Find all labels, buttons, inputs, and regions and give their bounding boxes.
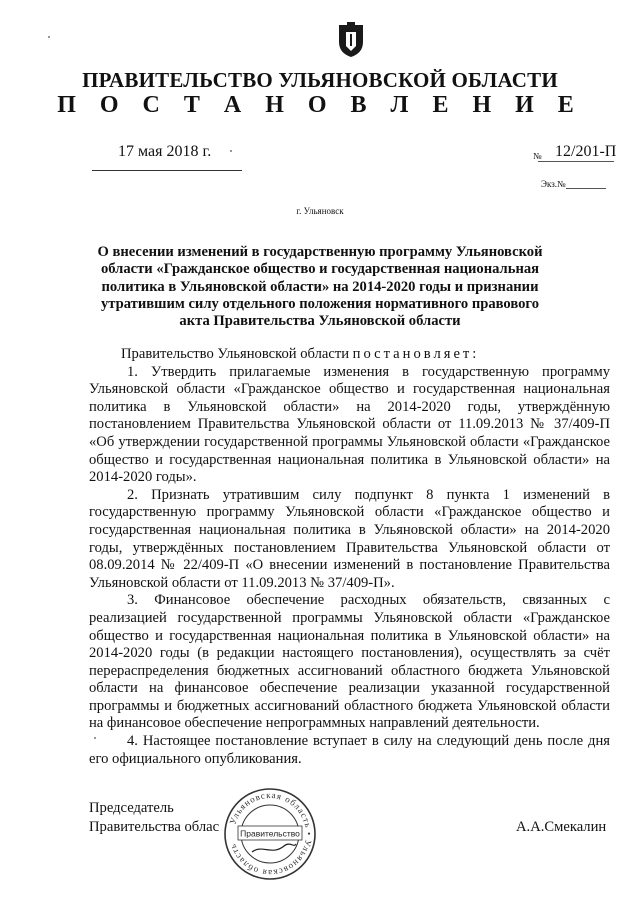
document-date: 17 мая 2018 г. <box>118 143 212 160</box>
paragraph-4: 4. Настоящее постановление вступает в силу на следующий день после дня его официального опубликования. <box>89 733 610 767</box>
paragraph-1: 1. Утвердить прилагаемые изменения в государственную программу Ульяновской области «Гражданское общество и государственная национальная политика в Ульяновской области» на 2014-2020 годы, утверждённую постановлением Правительства Ульяновской области от 11.09.2013 № 37/409-П «Об утверждении государственной программы Ульяновской области «Гражданское общество и государственная национальная политика в Ульяновской области» на 2014-2020 годы». <box>89 363 610 486</box>
document-body <box>89 346 610 768</box>
decree-word: постановляет: <box>352 346 480 362</box>
document-number: 12/201-П <box>555 143 617 160</box>
copy-number-line <box>566 188 606 189</box>
decree-intro: Правительство Ульяновской области <box>121 346 350 362</box>
coat-of-arms-emblem <box>336 22 366 58</box>
svg-text:Ульяновская область • Ульяновс: Ульяновская область • Ульяновская область <box>227 789 315 879</box>
date-underline <box>92 170 242 171</box>
document-heading: О внесении изменений в государственную программу Ульяновской области «Гражданское общество и государственная национальная политика в Ульяновской области» на 2014-2020 годы и признании утратившим силу отдельного положения нормативного правового акта Правительства Ульяновской области <box>97 244 543 330</box>
scan-speck <box>230 150 232 152</box>
signer-position-line1: Председатель <box>89 800 174 816</box>
city: г. Ульяновск <box>296 206 344 216</box>
paragraph-2: 2. Признать утратившим силу подпункт 8 пункта 1 изменений в государственную программу Ульяновской области «Гражданское общество и государственная национальная политика в Ульяновской области» на 2014-2020 годы, утверждённых постановлением Правительства Ульяновской области от 08.09.2014 № 22/409-П «О внесении изменений в постановление Правительства Ульяновской области от 11.09.2013 № 37/409-П». <box>89 486 610 591</box>
number-underline <box>538 161 614 162</box>
scan-speck <box>48 36 50 38</box>
official-stamp <box>222 786 318 882</box>
signer-name: А.А.Смекалин <box>516 819 607 835</box>
svg-text:Правительство: Правительство <box>240 828 300 839</box>
decree-line <box>89 346 610 364</box>
copy-number-label: Экз.№ <box>541 179 566 189</box>
document-type: П О С Т А Н О В Л Е Н И Е <box>57 92 583 118</box>
number-prefix: № <box>533 151 542 161</box>
signer-position-line2: Правительства облас <box>89 819 220 835</box>
paragraph-3: 3. Финансовое обеспечение расходных обязательств, связанных с реализацией государственной программы Ульяновской области «Гражданское общество и государственная национальная политика в Ульяновской области» на 2014-2020 годы (в редакции настоящего постановления), осуществлять за счёт перераспределения бюджетных ассигнований областного бюджета Ульяновской области на финансовое обеспечение реализации указанной государственной программы и бюджетных ассигнований областного бюджета Ульяновской области на финансовое обеспечение непрограммных направлений деятельности. <box>89 592 610 732</box>
scan-speck <box>94 737 96 739</box>
government-title: ПРАВИТЕЛЬСТВО УЛЬЯНОВСКОЙ ОБЛАСТИ <box>82 68 558 92</box>
